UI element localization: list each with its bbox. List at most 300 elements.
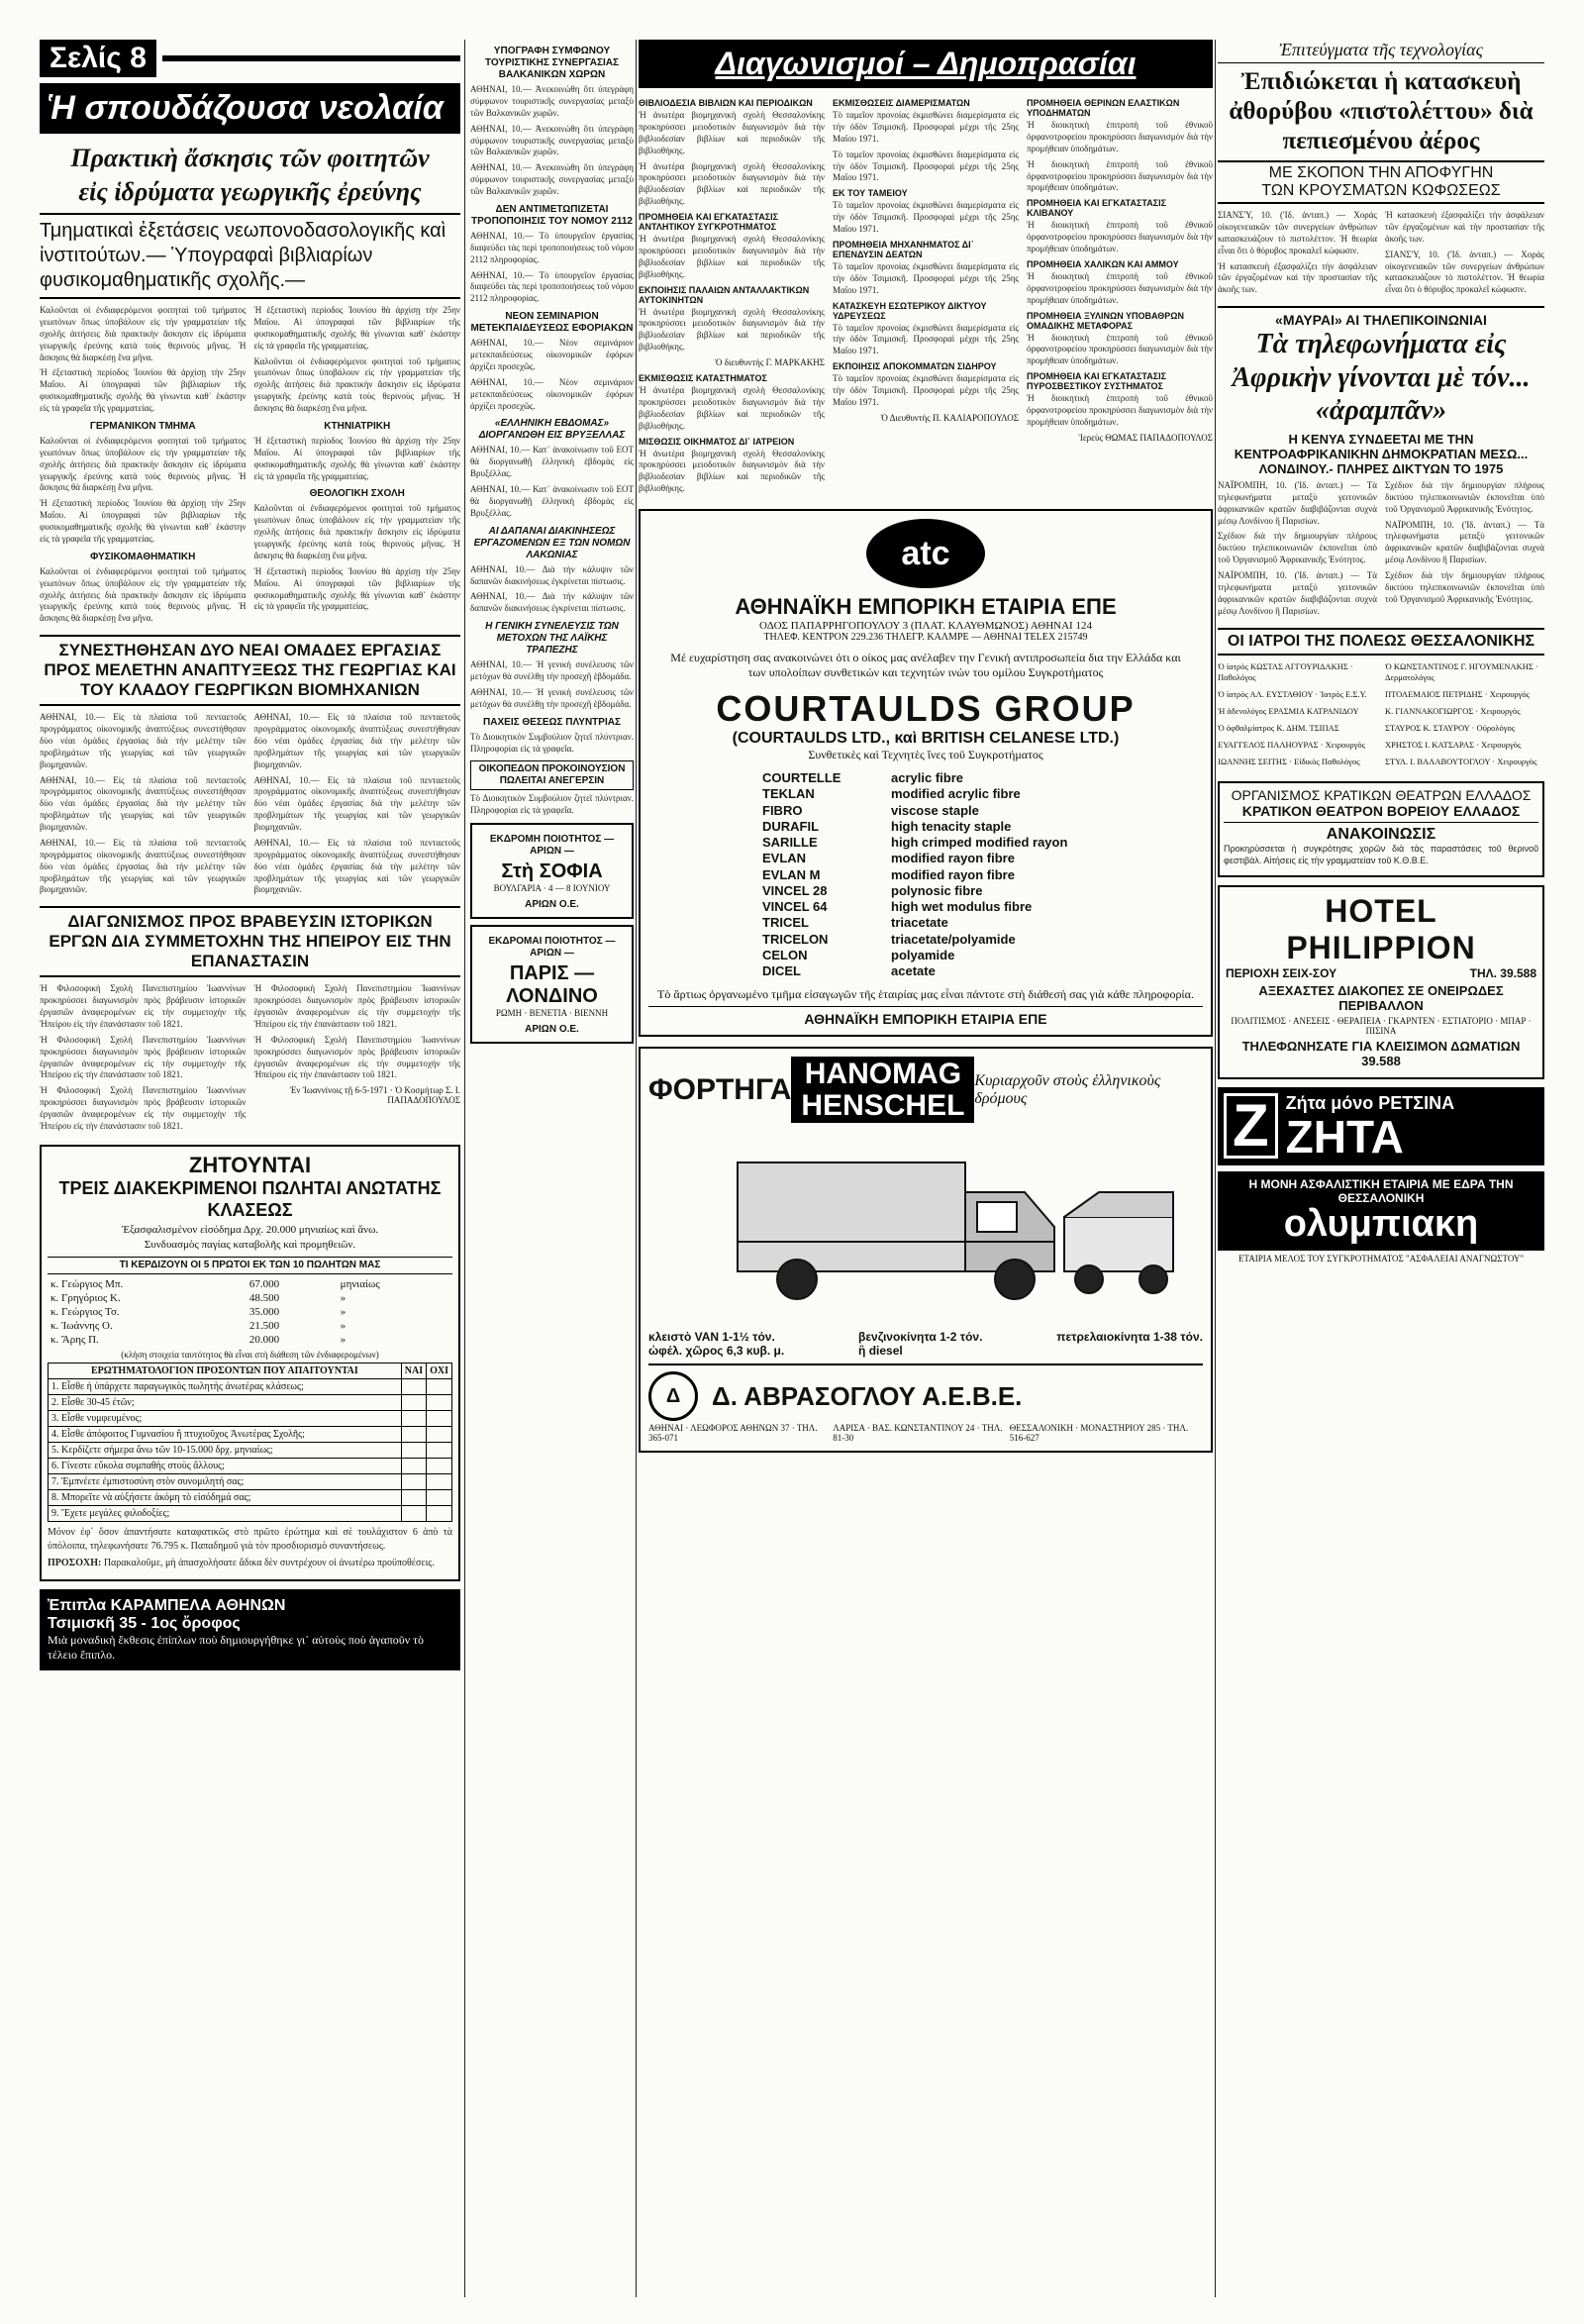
paragraph: Ἡ Φιλοσοφικὴ Σχολὴ Πανεπιστημίου Ἰωαννίνων προκηρύσσει διαγωνισμὸν πρὸς βράβευσιν ἱστορικῶν ἐργασιῶν ἀναφερομένων εἰς τὴν συμμετοχὴν τῆς Ἠπείρου εἰς τὴν ἐπανάστασιν τοῦ 1821. [40,1034,247,1080]
trip-head: ΕΚΔΡΟΜΗ ΠΟΙΟΤΗΤΟΣ — ΑΡΙΩΝ — [489,834,615,858]
table-row [49,1411,452,1427]
paragraph: Ἡ διοικητικὴ ἐπιτροπὴ τοῦ ἐθνικοῦ ὀρφανοτροφείου προκηρύσσει διαγωνισμὸν διὰ τὴν προμήθειαν ὑποδημάτων. [1027,270,1213,305]
yes-checkbox[interactable] [401,1443,426,1459]
trip-ads [470,823,634,1044]
paragraph: ΑΘΗΝΑΙ, 10.— Εἰς τὰ πλαίσια τοῦ πενταετοῦς προγράμματος οἰκονομικῆς ἀναπτύξεως συνεστήθησαν δύο νέαι ὁμάδες ἐργασίας διὰ τὴν μελέτην τῶν προβλημάτων τῆς γεωργίας καὶ τῶν γεωργικῶν βιομηχανιῶν. [253,774,460,832]
paragraph: ΑΘΗΝΑΙ, 10.— Ἀνεκοινώθη ὅτι ὑπεγράφη σύμφωνον τουριστικῆς συνεργασίας μεταξὺ τῶν Βαλκανικῶν χωρῶν. [470,84,634,118]
hotel-area: ΠΕΡΙΟΧΗ ΣΕΙΧ-ΣΟΥ [1226,965,1337,980]
doctor-entry: ΙΩΑΝΝΗΣ ΣΕΙΤΗΣ · Εἰδικὸς Παθολόγος [1218,756,1360,766]
column-4 [1218,40,1544,1263]
paragraph: Τὸ ταμεῖον προνοίας ἐκμισθώνει διαμερίσματα εἰς τὴν ὁδὸν Τσιμισκῆ. Προσφοραὶ μέχρι τῆς 25ης Μαΐου 1971. [833,322,1019,356]
furniture-ad-text: Μιὰ μοναδικὴ ἔκθεσις ἐπίπλων ποὺ δημιουργήθηκε γι᾽ αὐτοὺς ποὺ ἀγαποῦν τὸ τέλειο ἔπιπλο. [48,1632,424,1662]
section-title: Ἡ σπουδάζουσα νεολαία [40,83,460,134]
seller-name: κ. Ἄρης Π. [50,1334,99,1347]
fibre-type: high crimped modified rayon [891,835,1068,850]
fibre-brand: DURAFIL [762,818,820,834]
tender-head: ΜΙΣΘΩΣΙΣ ΟΙΚΗΜΑΤΟΣ ΔΙ᾽ ΙΑΤΡΕΙΟΝ [639,436,795,447]
headline-contest: ΔΙΑΓΩΝΙΣΜΟΣ ΠΡΟΣ ΒΡΑΒΕΥΣΙΝ ΙΣΤΟΡΙΚΩΝ ΕΡΓΩΝ ΔΙΑ ΣΥΜΜΕΤΟΧΗΝ ΤΗΣ ΗΠΕΙΡΟΥ ΕΙΣ ΤΗΝ ΕΠΑΝΑΣΤΑΣΙΝ [40,906,460,977]
column-2 [470,40,634,1050]
truck-brand [791,1057,974,1123]
doctors-list [1218,661,1544,773]
caption-van-volume: ὠφέλ. χῶρος 6,3 κυβ. μ. [648,1344,785,1359]
doctor-entry: Ὁ ΚΩΝΣΤΑΝΤΙΝΟΣ Γ. ΗΓΟΥΜΕΝΑΚΗΣ · Δερματολόγος [1385,660,1538,682]
paragraph: ΑΘΗΝΑΙ, 10.— Κατ᾽ ἀνακοίνωσιν τοῦ ΕΟΤ θὰ διοργανωθῇ ἑλληνικὴ ἑβδομὰς εἰς Βρυξέλλας. [470,445,634,479]
seller-amount: 21.500 [248,1320,280,1333]
tender-head: ΕΚΜΙΣΘΩΣΕΙΣ ΔΙΑΜΕΡΙΣΜΑΤΩΝ [833,98,970,108]
tender-head: ΠΡΟΜΗΘΕΙΑ ΘΕΡΙΝΩΝ ΕΛΑΣΤΙΚΩΝ ΥΠΟΔΗΜΑΤΩΝ [1027,98,1180,118]
paragraph: Ἡ ἐξεταστικὴ περίοδος Ἰουνίου θὰ ἀρχίσῃ τὴν 25ην Μαΐου. Αἱ ὑπογραφαὶ τῶν βιβλιαρίων τῆς φυσικομαθηματικῆς σχολῆς θὰ γίνωνται καθ᾽ ἑκάστην εἰς τὰ γραφεῖα τῆς γραμματείας. [253,565,460,612]
insurance-tagline: Η ΜΟΝΗ ΑΣΦΑΛΙΣΤΙΚΗ ΕΤΑΙΡΙΑ ΜΕ ΕΔΡΑ ΤΗΝ ΘΕΣΣΑΛΟΝΙΚΗ [1248,1176,1514,1205]
insurance-ad [1218,1171,1544,1251]
tender-head: ΕΚΜΙΣΘΩΣΙΣ ΚΑΤΑΣΤΗΜΑΤΟΣ [639,373,767,383]
theatre-notice [1218,781,1544,877]
seller-amount: 35.000 [248,1306,280,1319]
article-body [1218,480,1544,622]
questionnaire-head: ΕΡΩΤΗΜΑΤΟΛΟΓΙΟΝ ΠΡΟΣΟΝΤΩΝ ΠΟΥ ΑΠΑΙΤΟΥΝΤΑΙ [49,1364,402,1379]
atc-phones: ΤΗΛΕΦ. ΚΕΝΤΡΟΝ 229.236 ΤΗΛΕΓΡ. ΚΑΛΜΡΕ — ΑΘΗΝΑΙ ΤΕLΕΧ 215749 [763,632,1088,643]
no-checkbox[interactable] [427,1506,452,1522]
fibre-type: modified acrylic fibre [891,786,1021,802]
signature: Ὁ Διευθυντὴς Π. ΚΑΛΙΑΡΟΠΟΥΛΟΣ [880,412,1019,423]
caption-petrol: βενζινοκίνητα 1-2 τόν. [858,1330,983,1345]
no-checkbox[interactable] [427,1427,452,1443]
paragraph: Τὸ ταμεῖον προνοίας ἐκμισθώνει διαμερίσματα εἰς τὴν ὁδὸν Τσιμισκῆ. Προσφοραὶ μέχρι τῆς 25ης Μαΐου 1971. [833,373,1019,407]
fibre-type: high tenacity staple [891,818,1012,834]
paragraph: ΑΘΗΝΑΙ, 10.— Ἡ γενικὴ συνέλευσις τῶν μετόχων θὰ συνέλθῃ τὴν προσεχῆ ἑβδομάδα. [470,659,634,681]
paragraph: Καλοῦνται οἱ ἐνδιαφερόμενοι φοιτηταὶ τοῦ τμήματος γεωπόνων ὅπως ὑποβάλουν εἰς τὴν γραμματείαν τῆς σχολῆς ἀιτήσεις διὰ πρακτικὴν ἄσκησιν εἰς ἱδρύματα γεωργικῆς ἐρεύνης κατὰ τοὺς θερινοὺς μῆνας. Ἡ ἄσκησις θὰ διαρκέσῃ ἕνα μῆνα. [253,503,460,560]
telecom-headline: Τὰ τηλεφωνήματα εἰς Ἀφρικὴν γίνονται μὲ τόν... «ἀραμπᾶν» [1232,329,1531,427]
fibre-brand: CELON [762,947,808,962]
doctor-entry: ΕΥΑΓΓΕΛΟΣ ΠΑΛΗΟΥΡΑΣ · Χειρουργὸς [1218,739,1365,750]
fibres-caption: Συνθετικὲς καὶ Τεχνητὲς ἵνες τοῦ Συγκροτήματος [808,748,1043,761]
paragraph: ΑΘΗΝΑΙ, 10.— Διὰ τὴν κάλυψιν τῶν δαπανῶν διακινήσεως ἐγκρίνεται πίστωσις. [470,563,634,586]
page-label: Σελίς 8 [40,40,156,77]
doctor-entry: Ὁ ὀφθαλμίατρος Κ. ΔΗΜ. ΤΣΙΠΑΣ [1218,722,1339,733]
paragraph: ΑΘΗΝΑΙ, 10.— Εἰς τὰ πλαίσια τοῦ πενταετοῦς προγράμματος οἰκονομικῆς ἀναπτύξεως συνεστήθησαν δύο νέαι ὁμάδες ἐργασίας διὰ τὴν μελέτην τῶν προβλημάτων τῆς γεωργίας καὶ τῶν γεωργικῶν βιομηχανιῶν. [40,837,247,895]
seller-amount: 67.000 [248,1278,280,1291]
paragraph: ΝΑΪΡΟΜΠΗ, 10. ('Ιδ. ἀνταπ.) — Τὰ τηλεφωνήματα μεταξὺ γειτονικῶν ἀφρικανικῶν κρατῶν διαβιβάζονται συχνὰ μέσῳ Λονδίνου ἢ Παρισίων. [1385,519,1544,565]
truck-captions [648,1330,1203,1358]
hotel-slogan: ΑΞΕΧΑΣΤΕΣ ΔΙΑΚΟΠΕΣ ΣΕ ΟΝΕΙΡΩΔΕΣ ΠΕΡΙΒΑΛΛΟΝ [1258,982,1504,1013]
tender-head: ΕΚΠΟΙΗΣΙΣ ΠΑΛΑΙΩΝ ΑΝΤΑΛΛΑΚΤΙΚΩΝ ΑΥΤΟΚΙΝΗΤΩΝ [639,284,810,305]
paragraph: Καλοῦνται οἱ ἐνδιαφερόμενοι φοιτηταὶ τοῦ τμήματος γεωπόνων ὅπως ὑποβάλουν εἰς τὴν γραμματείαν τῆς σχολῆς ἀιτήσεις διὰ πρακτικὴν ἄσκησιν εἰς ἱδρύματα γεωργικῆς ἐρεύνης κατὰ τοὺς θερινοὺς μῆνας. Ἡ ἄσκησις θὰ διαρκέσῃ ἕνα μῆνα. [40,435,247,493]
table-row [49,1379,452,1395]
table-row [49,1443,452,1459]
article-body [40,305,460,629]
tender-head: ΠΡΟΜΗΘΕΙΑ ΞΥΛΙΝΩΝ ΥΠΟΒΑΘΡΩΝ ΟΜΑΔΙΚΗΣ ΜΕΤΑΦΟΡΑΣ [1027,310,1185,331]
fibre-brand: COURTELLE [762,770,842,785]
tender-head: ΠΡΟΜΗΘΕΙΑ ΜΗΧΑΝΗΜΑΤΟΣ ΔΙ᾽ ΕΠΕΝΔΥΣΙΝ ΔΕΑΤΩΝ [833,239,974,259]
article-head: «ΕΛΛΗΝΙΚΗ ΕΒΔΟΜΑΣ» ΔΙΟΡΓΑΝΩΘΗ ΕΙΣ ΒΡΥΞΕΛΛΑΣ [478,418,626,442]
yes-checkbox[interactable] [401,1395,426,1411]
telecom-kicker: «ΜΑΥΡΑΙ» ΑΙ ΤΗΛΕΠΙΚΟΙΝΩΝΙΑΙ [1218,306,1544,328]
paragraph: ΑΘΗΝΑΙ, 10.— Εἰς τὰ πλαίσια τοῦ πενταετοῦς προγράμματος οἰκονομικῆς ἀναπτύξεως συνεστήθησαν δύο νέαι ὁμάδες ἐργασίας διὰ τὴν μελέτην τῶν προβλημάτων τῆς γεωργίας καὶ τῶν γεωργικῶν βιομηχανιῶν. [40,774,247,832]
article-head: ΔΕΝ ΑΝΤΙΜΕΤΩΠΙΖΕΤΑΙ ΤΡΟΠΟΠΟΙΗΣΙΣ ΤΟΥ ΝΟΜΟΥ 2112 [471,203,633,227]
table-row [48,1305,452,1319]
fibre-brand: FIBRO [762,802,803,818]
dealer-city: ΛΑΡΙΣΑ · ΒΑΣ. ΚΩΝΣΤΑΝΤΙΝΟΥ 24 · ΤΗΛ. 81-30 [833,1423,1003,1444]
seller-name: κ. Γρηγόριος Κ. [50,1292,121,1305]
atc-ad [639,509,1213,1037]
article-head: ΝΕΟΝ ΣΕΜΙΝΑΡΙΟΝ ΜΕΤΕΚΠΑΙΔΕΥΣΕΩΣ ΕΦΟΡΙΑΚΩΝ [470,311,634,335]
questionnaire-table [48,1363,452,1522]
paragraph: ΑΘΗΝΑΙ, 10.— Ἀνεκοινώθη ὅτι ὑπεγράφη σύμφωνον τουριστικῆς συνεργασίας μεταξὺ τῶν Βαλκανικῶν χωρῶν. [470,162,634,196]
atc-intro: Μέ ευχαρίστηση σας ανακοινώνει ότι ο οίκος μας ανέλαβεν την Γενική αντιπροσωπεία δια την Ελλάδα και των υπολοίπων συνθετικών και τεχνητών ινών του ομίλου Συγκροτήματος [670,651,1181,679]
tender-head: ΕΚΠΟΙΗΣΙΣ ΑΠΟΚΟΜΜΑΤΩΝ ΣΙΔΗΡΟΥ [833,361,997,372]
hotel-info [1226,966,1536,980]
seller-unit: » [340,1320,346,1333]
seller-name: κ. Ἰωάννης Ο. [50,1320,113,1333]
truck-ad-header [648,1057,1203,1123]
paragraph: Ἡ ἀνωτέρα βιομηχανικὴ σχολὴ Θεσσαλονίκης προκηρύσσει μειοδοτικὸν διαγωνισμὸν διὰ τὴν βιβλιοδεσίαν βιβλίων καὶ περιοδικῶν τῆς βιβλιοθήκης. [639,306,825,353]
paragraph: Ἡ ἀνωτέρα βιομηχανικὴ σχολὴ Θεσσαλονίκης προκηρύσσει μειοδοτικὸν διαγωνισμὸν διὰ τὴν βιβλιοδεσίαν βιβλίων καὶ περιοδικῶν τῆς βιβλιοθήκης. [639,234,825,279]
paragraph: Ἡ κατασκευὴ ἐξασφαλίζει τὴν ἀσφάλειαν τῶν ἐργαζομένων καὶ τὴν προστασίαν τῆς ἀκοῆς των. [1385,210,1544,244]
paragraph: Καλοῦνται οἱ ἐνδιαφερόμενοι φοιτηταὶ τοῦ τμήματος γεωπόνων ὅπως ὑποβάλουν εἰς τὴν γραμματείαν τῆς σχολῆς ἀιτήσεις διὰ πρακτικὴν ἄσκησιν εἰς ἱδρύματα γεωργικῆς ἐρεύνης κατὰ τοὺς θερινοὺς μῆνας. Ἡ ἄσκησις θὰ διαρκέσῃ ἕνα μῆνα. [40,565,247,624]
theatre-text: Προκηρύσσεται ἡ συγκρότησις χορῶν διὰ τὰς παραστάσεις τοῦ θερινοῦ φεστιβὰλ. Αἰτήσεις εἰς τὴν γραμματείαν τοῦ Κ.Θ.Β.Ε. [1224,843,1538,865]
fibre-type: acrylic fibre [891,770,963,785]
doctor-entry: Ὁ ἰατρὸς ΑΛ. ΕΥΣΤΑΘΙΟΥ · Ἰατρὸς Ε.Σ.Υ. [1218,688,1367,699]
theatre-org: ΟΡΓΑΝΙΣΜΟΣ ΚΡΑΤΙΚΩΝ ΘΕΑΤΡΩΝ ΕΛΛΑΔΟΣ [1231,786,1532,803]
article-body [40,712,460,900]
no-checkbox[interactable] [427,1490,452,1506]
no-checkbox[interactable] [427,1459,452,1474]
hotel-phone: ΤΗΛ. 39.588 [1469,965,1536,980]
ad-footer: Μόνον ἐφ᾽ ὅσον ἀπαντήσατε καταφατικῶς στὸ πρῶτο ἐρώτημα καὶ σὲ τουλάχιστον 6 ἀπὸ τὰ ὑπόλοιπα, τηλεφωνήσατε 76.795 κ. Παπαδημοῦ γιὰ τὸν προσδιορισμὸ συναντήσεως. [48,1527,452,1552]
doctor-entry: ΧΡΗΣΤΟΣ Ι. ΚΑΤΣΑΡΑΣ · Χειρουργὸς [1385,739,1522,750]
dealer-city: ΘΕΣΣΑΛΟΝΙΚΗ · ΜΟΝΑΣΤΗΡΙΟΥ 285 · ΤΗΛ. 516-627 [1009,1423,1189,1444]
fibre-brand: SARILLE [762,835,818,850]
earnings-table [48,1277,452,1347]
paragraph: ΑΘΗΝΑΙ, 10.— Τὸ ὑπουργεῖον ἐργασίας διαψεύδει τὰς περὶ τροποποιήσεως τοῦ νόμου 2112 πληροφορίας. [470,269,634,304]
table-row [49,1490,452,1506]
ad-income: Ἐξασφαλισμένον εἰσόδημα Δρχ. 20.000 μηνιαίως καὶ ἄνω. [121,1224,379,1237]
no-checkbox[interactable] [427,1474,452,1490]
dealer-name: Δ. ΑΒΡΑΣΟΓΛΟΥ Α.Ε.Β.Ε. [712,1380,1023,1411]
seller-name: κ. Γεώργιος Μπ. [50,1278,124,1291]
headline-groups: ΣΥΝΕΣΤΗΘΗΣΑΝ ΔΥΟ ΝΕΑΙ ΟΜΑΔΕΣ ΕΡΓΑΣΙΑΣ ΠΡΟΣ ΜΕΛΕΤΗΝ ΑΝΑΠΤΥΞΕΩΣ ΤΗΣ ΓΕΩΡΓΙΑΣ ΚΑΙ ΤΟΥ ΚΛΑΔΟΥ ΓΕΩΡΓΙΚΩΝ ΒΙΟΜΗΧΑΝΙΩΝ [40,635,460,706]
no-header: ΟΧΙ [427,1364,452,1379]
paragraph: Καλοῦνται οἱ ἐνδιαφερόμενοι φοιτηταὶ τοῦ τμήματος γεωπόνων ὅπως ὑποβάλουν εἰς τὴν γραμματείαν τῆς σχολῆς ἀιτήσεις διὰ πρακτικὴν ἄσκησιν εἰς ἱδρύματα γεωργικῆς ἐρεύνης κατὰ τοὺς θερινοὺς μῆνας. Ἡ ἄσκησις θὰ διαρκέσῃ ἕνα μῆνα. [253,355,460,413]
caption-diesel: πετρελαιοκίνητα 1-38 τόν. [1056,1330,1203,1345]
doctor-entry: Ἡ ἀδενολόγος ΕΡΑΣΜΙΑ ΚΑΤΡΑΝΙΔΟΥ [1218,705,1359,716]
tech-subhead-2: ΤΩΝ ΚΡΟΥΣΜΑΤΩΝ ΚΩΦΩΣΕΩΣ [1218,182,1544,204]
question-text: 8. Μπορεῖτε νὰ αὐξήσετε ἀκόμη τὸ εἰσόδημά σας; [49,1490,402,1506]
tender-head: ΕΚ ΤΟΥ ΤΑΜΕΙΟΥ [833,188,908,199]
theatre-name: ΚΡΑΤΙΚΟΝ ΘΕΑΤΡΟΝ ΒΟΡΕΙΟΥ ΕΛΛΑΔΟΣ [1241,802,1521,819]
paragraph: Σχέδιον διὰ τὴν δημιουργίαν πλήρους δικτύου τηλεπικοινωνιῶν ἐκπονεῖται ὑπὸ τοῦ Ὀργανισμοῦ Ἀφρικανικῆς Ἑνότητος. [1385,479,1544,514]
paragraph: Ἡ διοικητικὴ ἐπιτροπὴ τοῦ ἐθνικοῦ ὀρφανοτροφείου προκηρύσσει διαγωνισμὸν διὰ τὴν προμήθειαν ὑποδημάτων. [1027,393,1213,427]
headline-2: εἰς ἱδρύματα γεωργικῆς ἐρεύνης [78,177,422,206]
insurance-footnote: ΕΤΑΙΡΙΑ ΜΕΛΟΣ ΤΟΥ ΣΥΓΚΡΟΤΗΜΑΤΟΣ "ΑΣΦΑΛΕΙΑΙ ΑΝΑΓΝΩΣΤΟΥ" [1238,1253,1525,1263]
paragraph: Τὸ ταμεῖον προνοίας ἐκμισθώνει διαμερίσματα εἰς τὴν ὁδὸν Τσιμισκῆ. Προσφοραὶ μέχρι τῆς 25ης Μαΐου 1971. [833,110,1019,144]
yes-checkbox[interactable] [401,1490,426,1506]
ad-income-2: Συνδυασμὸς παγίας καταβολῆς καὶ προμηθειῶν. [144,1239,356,1252]
table-row [49,1506,452,1522]
hotel-booking: ΤΗΛΕΦΩΝΗΣΑΤΕ ΓΙΑ ΚΛΕΙΣΙΜΟΝ ΔΩΜΑΤΙΩΝ 39.588 [1241,1038,1521,1068]
masthead [40,40,460,77]
yes-checkbox[interactable] [401,1459,426,1474]
subsection-head: ΓΕΡΜΑΝΙΚΟΝ ΤΜΗΜΑ [89,420,196,432]
telecom-subhead: Η ΚΕΝΥΑ ΣΥΝΔΕΕΤΑΙ ΜΕ ΤΗΝ ΚΕΝΤΡΟΑΦΡΙΚΑΝΙΚΗΝ ΔΗΜΟΚΡΑΤΙΑΝ ΜΕΣΩ... ΛΟΝΔΙΝΟΥ.- ΠΛΗΡΕΣ ΔΙΚΤΥΩΝ ΤΟ 1975 [1234,431,1529,476]
paragraph: ΑΘΗΝΑΙ, 10.— Διὰ τὴν κάλυψιν τῶν δαπανῶν διακινήσεως ἐγκρίνεται πίστωσις. [470,591,634,614]
no-checkbox[interactable] [427,1443,452,1459]
seller-unit: » [340,1334,346,1347]
trip-organizer: ΑΡΙΩΝ Ο.Ε. [525,1024,579,1036]
atc-company: ΑΘΗΝΑΪΚΗ ΕΜΠΟΡΙΚΗ ΕΤΑΙΡΙΑ ΕΠΕ [735,594,1117,619]
fibre-type: viscose staple [891,802,979,818]
trip-destination: Στὴ ΣΟΦΙΑ [501,860,603,883]
table-row [48,1319,452,1333]
question-text: 5. Κερδίζετε σήμερα ἄνω τῶν 10-15.000 δρχ. μηνιαίως; [49,1443,402,1459]
retsina-ad [1218,1087,1544,1165]
column-3 [639,40,1213,1453]
fibre-type: polynosic fibre [891,882,983,898]
retsina-line: Ζήτα μόνο ΡΕΤΣΙΝΑ [1285,1092,1455,1113]
paragraph: Ἡ ἐξεταστικὴ περίοδος Ἰουνίου θὰ ἀρχίσῃ τὴν 25ην Μαΐου. Αἱ ὑπογραφαὶ τῶν βιβλιαρίων τῆς φυσικομαθηματικῆς σχολῆς θὰ γίνωνται καθ᾽ ἑκάστην εἰς τὰ γραφεῖα τῆς γραμματείας. [253,305,460,351]
brand-henschel: HENSCHEL [801,1088,965,1122]
truck-ad [639,1047,1213,1453]
furniture-ad [40,1589,460,1670]
truck-word: ΦΟΡΤΗΓΑ [648,1072,792,1106]
fibre-type: high wet modulus fibre [891,899,1033,914]
theatre-announcement-title: ΑΝΑΚΟΙΝΩΣΙΣ [1224,822,1538,844]
trip-ad [470,925,634,1044]
paragraph: Καλοῦνται οἱ ἐνδιαφερόμενοι φοιτηταὶ τοῦ τμήματος γεωπόνων ὅπως ὑποβάλουν εἰς τὴν γραμματείαν τῆς σχολῆς ἀιτήσεις διὰ πρακτικὴν ἄσκησιν εἰς ἱδρύματα γεωργικῆς ἐρεύνης κατὰ τοὺς θερινοὺς μῆνας. Ἡ ἄσκησις θὰ διαρκέσῃ ἕνα μῆνα. [40,305,247,362]
tender-head: ΠΡΟΜΗΘΕΙΑ ΚΑΙ ΕΓΚΑΤΑΣΤΑΣΙΣ ΚΛΙΒΑΝΟΥ [1027,198,1167,219]
table-row [48,1291,452,1305]
seller-amount: 48.500 [248,1292,280,1305]
tenders-columns [639,94,1213,499]
question-text: 9. Ἔχετε μεγάλες φιλοδοξίες; [49,1506,402,1522]
yes-checkbox[interactable] [401,1379,426,1395]
question-text: 1. Εἶσθε ἡ ὑπάρχετε παραγωγικὸς πωλητὴς ἀνωτέρας κλάσεως; [49,1379,402,1395]
dealer-cities [648,1423,1203,1443]
table-row [49,1427,452,1443]
paragraph: Ἡ ἀνωτέρα βιομηχανικὴ σχολὴ Θεσσαλονίκης προκηρύσσει μειοδοτικὸν διαγωνισμὸν διὰ τὴν βιβλιοδεσίαν βιβλίων καὶ περιοδικῶν τῆς βιβλιοθήκης. [639,160,825,207]
trip-note: ΒΟΥΛΓΑΡΙΑ · 4 — 8 ΙΟΥΝΙΟΥ [493,883,611,894]
paragraph: ΑΘΗΝΑΙ, 10.— Εἰς τὰ πλαίσια τοῦ πενταετοῦς προγράμματος οἰκονομικῆς ἀναπτύξεως συνεστήθησαν δύο νέαι ὁμάδες ἐργασίας διὰ τὴν μελέτην τῶν προβλημάτων τῆς γεωργίας καὶ τῶν γεωργικῶν βιομηχανιῶν. [253,712,460,769]
trip-note: ΡΩΜΗ · ΒΕΝΕΤΙΑ · ΒΙΕΝΝΗ [495,1008,609,1019]
yes-checkbox[interactable] [401,1427,426,1443]
paragraph: Σχέδιον διὰ τὴν δημιουργίαν πλήρους δικτύου τηλεπικοινωνιῶν ἐκπονεῖται ὑπὸ τοῦ Ὀργανισμοῦ Ἀφρικανικῆς Ἑνότητος. [1218,531,1377,565]
article-head: ΥΠΟΓΡΑΦΗ ΣΥΜΦΩΝΟΥ ΤΟΥΡΙΣΤΙΚΗΣ ΣΥΝΕΡΓΑΣΙΑΣ ΒΑΛΚΑΝΙΚΩΝ ΧΩΡΩΝ [484,46,620,80]
yes-checkbox[interactable] [401,1474,426,1490]
fibre-brand: VINCEL 64 [762,899,828,914]
trip-organizer: ΑΡΙΩΝ Ο.Ε. [525,899,579,911]
question-text: 6. Γίνεστε εὔκολα συμπαθὴς στοὺς ἄλλους; [49,1459,402,1474]
furniture-ad-address: Τσιμισκῆ 35 - 1ος ὄροφος [48,1614,241,1632]
dealer-city: ΑΘΗΝΑΙ · ΛΕΩΦΟΡΟΣ ΑΘΗΝΩΝ 37 · ΤΗΛ. 365-071 [648,1423,818,1444]
seller-unit: μηνιαίως [340,1278,380,1291]
paragraph: ΑΘΗΝΑΙ, 10.— Νέον σεμινάριον μετεκπαιδεύσεως οἰκονομικῶν ἐφόρων ἀρχίζει προσεχῶς. [470,376,634,411]
article-head: ΑΙ ΔΑΠΑΝΑΙ ΔΙΑΚΙΝΗΣΕΩΣ ΕΡΓΑΖΟΜΕΝΩΝ ΕΞ ΤΩΝ ΝΟΜΩΝ ΛΑΚΩΝΙΑΣ [473,525,631,560]
hotel-features: ΠΟΛΙΤΙΣΜΟΣ · ΑΝΕΣΕΙΣ · ΘΕΡΑΠΕΙΑ · ΓΚΑΡΝΤΕΝ · ΕΣΤΙΑΤΟΡΙΟ · ΜΠΑΡ · ΠΙΣΙΝΑ [1231,1015,1532,1036]
atc-footer: Τὸ ἄρτιως ὀργανωμένο τμῆμα εἰσαγωγῶν τῆς ἑταιρίας μας εἶναι πάντοτε στὴ διάθεσή σας γιὰ κάθε πληροφορία. [657,987,1194,1002]
tech-kicker: Ἐπιτεύγματα τῆς τεχνολογίας [1218,40,1544,63]
paragraph: Ἡ ἀνωτέρα βιομηχανικὴ σχολὴ Θεσσαλονίκης προκηρύσσει μειοδοτικὸν διαγωνισμὸν διὰ τὴν βιβλιοδεσίαν βιβλίων καὶ περιοδικῶν τῆς βιβλιοθήκης. [639,110,825,155]
table-row [49,1395,452,1411]
paragraph: Ἡ κατασκευὴ ἐξασφαλίζει τὴν ἀσφάλειαν τῶν ἐργαζομένων καὶ τὴν προστασίαν τῆς ἀκοῆς των. [1218,260,1377,295]
section-banner: Διαγωνισμοί – Δημοπρασίαι [639,40,1213,88]
paragraph: Σχέδιον διὰ τὴν δημιουργίαν πλήρους δικτύου τηλεπικοινωνιῶν ἐκπονεῖται ὑπὸ τοῦ Ὀργανισμοῦ Ἀφρικανικῆς Ἑνότητος. [1385,570,1544,604]
paragraph: Τὸ ταμεῖον προνοίας ἐκμισθώνει διαμερίσματα εἰς τὴν ὁδὸν Τσιμισκῆ. Προσφοραὶ μέχρι τῆς 25ης Μαΐου 1971. [833,149,1019,183]
paragraph: Ἡ ἐξεταστικὴ περίοδος Ἰουνίου θὰ ἀρχίσῃ τὴν 25ην Μαΐου. Αἱ ὑπογραφαὶ τῶν βιβλιαρίων τῆς φυσικομαθηματικῆς σχολῆς θὰ γίνωνται καθ᾽ ἑκάστην εἰς τὰ γραφεῖα τῆς γραμματείας. [40,367,247,413]
tender-head: ΠΡΟΜΗΘΕΙΑ ΚΑΙ ΕΓΚΑΤΑΣΤΑΣΙΣ ΠΥΡΟΣΒΕΣΤΙΚΟΥ ΣΥΣΤΗΜΑΤΟΣ [1027,371,1167,392]
column-rule [636,40,637,2297]
fibre-brand: EVLAN [762,851,807,866]
paragraph: ΑΘΗΝΑΙ, 10.— Νέον σεμινάριον μετεκπαιδεύσεως οἰκονομικῶν ἐφόρων ἀρχίζει προσεχῶς. [470,338,634,371]
article-body [1218,210,1544,300]
subsection-head: ΘΕΟΛΟΓΙΚΗ ΣΧΟΛΗ [309,488,405,500]
tech-headline: Ἐπιδιώκεται ἡ κατασκευὴ ἀθορύβου «πιστολέττου» διὰ πεπιεσμένου ἀέρος [1229,68,1534,154]
atc-footer-name: ΑΘΗΝΑΪΚΗ ΕΜΠΟΡΙΚΗ ΕΤΑΙΡΙΑ ΕΠΕ [648,1006,1203,1027]
paragraph: ΑΘΗΝΑΙ, 10.— Εἰς τὰ πλαίσια τοῦ πενταετοῦς προγράμματος οἰκονομικῆς ἀναπτύξεως συνεστήθησαν δύο νέαι ὁμάδες ἐργασίας διὰ τὴν μελέτην τῶν προβλημάτων τῆς γεωργίας καὶ τῶν γεωργικῶν βιομηχανιῶν. [253,837,460,895]
courtaulds-subtitle: (COURTAULDS LTD., καὶ BRITISH CELANESE LTD.) [732,730,1120,747]
fibre-brand: TRICEL [762,915,809,931]
yes-checkbox[interactable] [401,1411,426,1427]
fibre-brand: TRICELON [762,931,829,947]
paragraph: Ἡ ἐξεταστικὴ περίοδος Ἰουνίου θὰ ἀρχίσῃ τὴν 25ην Μαΐου. Αἱ ὑπογραφαὶ τῶν βιβλιαρίων τῆς φυσικομαθηματικῆς σχολῆς θὰ γίνωνται καθ᾽ ἑκάστην εἰς τὰ γραφεῖα τῆς γραμματείας. [253,435,460,481]
table-row [48,1333,452,1347]
caution-label: ΠΡΟΣΟΧΗ: [48,1557,102,1568]
caution-text: Παρακαλοῦμε, μὴ ἀπασχολήσατε ἄδικα δὲν συντρέχουν οἱ ἀνωτέρω προϋποθέσεις. [103,1557,435,1568]
paragraph: ΝΑΪΡΟΜΠΗ, 10. ('Ιδ. ἀνταπ.) — Τὰ τηλεφωνήματα μεταξὺ γειτονικῶν ἀφρικανικῶν κρατῶν διαβιβάζονται συχνὰ μέσῳ Λονδίνου ἢ Παρισίων. [1218,479,1377,526]
insurance-brand: ολυμπιακη [1283,1202,1479,1245]
paragraph: ΣΙΑΝΣ'Υ, 10. ('Ιδ. ἀνταπ.) — Χοράς οἰκογενειακῶν τῶν συνεργείων ἀνθρώπων κατασκευάζουν τὸ πιστολέττον. Ἡ θεωρία εἶναι ὅτι ὁ θόρυβος προκαλεῖ κώφωσιν. [1385,249,1544,295]
fibre-type: modified rayon fibre [891,851,1015,866]
article-body [40,983,460,1137]
yes-checkbox[interactable] [401,1506,426,1522]
subhead: Τμηματικαὶ ἐξετάσεις νεωπονοδασολογικῆς καὶ ἰνστιτούτων.— Ὑπογραφαὶ βιβλιαρίων φυσικομαθηματικῆς σχολῆς.— [40,213,460,299]
fibre-type: triacetate/polyamide [891,931,1016,947]
fibre-type: triacetate [891,915,948,931]
paragraph: ΑΘΗΝΑΙ, 10.— Τὸ ὑπουργεῖον ἐργασίας διαψεύδει τὰς περὶ τροποποιήσεως τοῦ νόμου 2112 πληροφορίας. [470,230,634,264]
fibre-brand: DICEL [762,963,801,978]
caption-petrol-note: ἢ diesel [858,1344,903,1359]
doctor-entry: Κ. ΓΙΑΝΝΑΚΟΓΙΩΡΓΟΣ · Χειρουργὸς [1385,705,1521,716]
signature: Ἐν Ἰωαννίνοις τῇ 6-5-1971 · Ὁ Κοσμήτωρ Σ. Ι. ΠΑΠΑΔΟΠΟΥΛΟΣ [289,1085,460,1106]
atc-logo: atc [866,519,985,588]
trip-destination: ΠΑΡΙΣ — ΛΟΝΔΙΝΟ [506,962,598,1008]
seller-unit: » [340,1306,346,1319]
tech-subhead: ΜΕ ΣΚΟΠΟΝ ΤΗΝ ΑΠΟΦΥΓΗΝ [1218,160,1544,182]
brand-hanomag: HANOMAG [804,1058,962,1091]
signature: Ἱερεὺς ΘΩΜΑΣ ΠΑΠΑΔΟΠΟΥΛΟΣ [1078,432,1213,443]
doctor-entry: ΣΤΑΥΡΟΣ Κ. ΣΤΑΥΡΟΥ · Οὐρολόγος [1385,722,1516,733]
paragraph: Ἡ Φιλοσοφικὴ Σχολὴ Πανεπιστημίου Ἰωαννίνων προκηρύσσει διαγωνισμὸν πρὸς βράβευσιν ἱστορικῶν ἐργασιῶν ἀναφερομένων εἰς τὴν συμμετοχὴν τῆς Ἠπείρου εἰς τὴν ἐπανάστασιν τοῦ 1821. [253,983,460,1029]
no-checkbox[interactable] [427,1395,452,1411]
paragraph: Ἡ Φιλοσοφικὴ Σχολὴ Πανεπιστημίου Ἰωαννίνων προκηρύσσει διαγωνισμὸν πρὸς βράβευσιν ἱστορικῶν ἐργασιῶν ἀναφερομένων εἰς τὴν συμμετοχὴν τῆς Ἠπείρου εἰς τὴν ἐπανάστασιν τοῦ 1821. [253,1034,460,1080]
atc-address: ΟΔΟΣ ΠΑΠΑΡΡΗΓΟΠΟΥΛΟΥ 3 (ΠΛΑΤ. ΚΛΑΥΘΜΩΝΟΣ) ΑΘΗΝΑΙ 124 [759,620,1092,632]
paragraph: ΝΑΪΡΟΜΠΗ, 10. ('Ιδ. ἀνταπ.) — Τὰ τηλεφωνήματα μεταξὺ γειτονικῶν ἀφρικανικῶν κρατῶν διαβιβάζονται συχνὰ μέσῳ Λονδίνου ἢ Παρισίων. [1218,570,1377,616]
doctor-entry: ΠΤΟΛΕΜΑΙΟΣ ΠΕΤΡΙΔΗΣ · Χειρουργὸς [1385,688,1531,699]
retsina-brand: ΖΗΤΑ [1285,1110,1404,1162]
no-checkbox[interactable] [427,1411,452,1427]
paragraph: Τὸ ταμεῖον προνοίας ἐκμισθώνει διαμερίσματα εἰς τὴν ὁδὸν Τσιμισκῆ. Προσφοραὶ μέχρι τῆς 25ης Μαΐου 1971. [833,260,1019,295]
fibres-list [648,770,1203,979]
signature: Ὁ διευθυντὴς Γ. ΜΑΡΚΑΚΗΣ [715,357,825,367]
fibre-brand: VINCEL 28 [762,882,828,898]
trip-head: ΕΚΔΡΟΜΑΙ ΠΟΙΟΤΗΤΟΣ — ΑΡΙΩΝ — [488,936,616,960]
subsection-head: ΚΤΗΝΙΑΤΡΙΚΗ [324,420,391,432]
column-rule [1215,40,1216,2297]
paragraph: Τὸ ταμεῖον προνοίας ἐκμισθώνει διαμερίσματα εἰς τὴν ὁδὸν Τσιμισκῆ. Προσφοραὶ μέχρι τῆς 25ης Μαΐου 1971. [833,200,1019,234]
plot-ad-head: ΟΙΚΟΠΕΔΟΝ ΠΡΟΚΟΙΝΟΥΣΙΟΝ ΠΩΛΕΙΤΑΙ ΑΝΕΓΕΡΣΙΝ [470,760,634,790]
masthead-rule [162,55,460,61]
hotel-name: HOTEL PHILIPPION [1286,892,1476,965]
retsina-logo: Z [1224,1093,1278,1159]
fibre-brand: TEKLAN [762,786,815,802]
doctor-entry: Ὁ ἰατρὸς ΚΩΣΤΑΣ ΑΓΓΟΥΡΙΔΑΚΗΣ · Παθολόγος [1218,660,1353,682]
headline-1: Πρακτικὴ ἄσκησις τῶν φοιτητῶν [70,144,430,172]
tender-head: ΚΑΤΑΣΚΕΥΗ ΕΣΩΤΕΡΙΚΟΥ ΔΙΚΤΥΟΥ ΥΔΡΕΥΣΕΩΣ [833,300,987,321]
question-text: 2. Εἶσθε 30-45 ἐτῶν; [49,1395,402,1411]
dealer [648,1364,1203,1421]
paragraph: Ἡ διοικητικὴ ἐπιτροπὴ τοῦ ἐθνικοῦ ὀρφανοτροφείου προκηρύσσει διαγωνισμὸν διὰ τὴν προμήθειαν ὑποδημάτων. [1027,220,1213,253]
paragraph: Ἡ Φιλοσοφικὴ Σχολὴ Πανεπιστημίου Ἰωαννίνων προκηρύσσει διαγωνισμὸν πρὸς βράβευσιν ἱστορικῶν ἐργασιῶν ἀναφερομένων εἰς τὴν συμμετοχὴν τῆς Ἠπείρου εἰς τὴν ἐπανάστασιν τοῦ 1821. [40,983,247,1029]
trip-ad [470,823,634,919]
paragraph: Ἡ διοικητικὴ ἐπιτροπὴ τοῦ ἐθνικοῦ ὀρφανοτροφείου προκηρύσσει διαγωνισμὸν διὰ τὴν προμήθειαν ὑποδημάτων. [1027,158,1213,193]
ad-caution [48,1557,452,1569]
paragraph: ΑΘΗΝΑΙ, 10.— Κατ᾽ ἀνακοίνωσιν τοῦ ΕΟΤ θὰ διοργανωθῇ ἑλληνικὴ ἑβδομὰς εἰς Βρυξέλλας. [470,484,634,518]
fibre-type: acetate [891,963,936,978]
subsection-head: ΦΥΣΙΚΟΜΑΘΗΜΑΤΙΚΗ [90,551,196,562]
hotel-ad [1218,885,1544,1079]
column-1 [40,40,460,1670]
paragraph: Ἡ ἐξεταστικὴ περίοδος Ἰουνίου θὰ ἀρχίσῃ τὴν 25ην Μαΐου. Αἱ ὑπογραφαὶ τῶν βιβλιαρίων τῆς φυσικομαθηματικῆς σχολῆς θὰ γίνωνται καθ᾽ ἑκάστην εἰς τὰ γραφεῖα τῆς γραμματείας. [40,498,247,544]
earnings-head: ΤΙ ΚΕΡΔΙΖΟΥΝ ΟΙ 5 ΠΡΩΤΟΙ ΕΚ ΤΩΝ 10 ΠΩΛΗΤΩΝ ΜΑΣ [48,1257,452,1274]
table-row [49,1474,452,1490]
paragraph: ΣΙΑΝΣ'Υ, 10. ('Ιδ. ἀνταπ.) — Χοράς οἰκογενειακῶν τῶν συνεργείων ἀνθρώπων κατασκευάζουν τὸ πιστολέττον. Ἡ θεωρία εἶναι ὅτι ὁ θόρυβος προκαλεῖ κώφωσιν. [1218,210,1377,255]
paragraph: ΑΘΗΝΑΙ, 10.— Ἀνεκοινώθη ὅτι ὑπεγράφη σύμφωνον τουριστικῆς συνεργασίας μεταξὺ τῶν Βαλκανικῶν χωρῶν. [470,123,634,157]
paragraph: Ἡ διοικητικὴ ἐπιτροπὴ τοῦ ἐθνικοῦ ὀρφανοτροφείου προκηρύσσει διαγωνισμὸν διὰ τὴν προμήθειαν ὑποδημάτων. [1027,332,1213,366]
question-text: 7. Ἐμπνέετε ἐμπιστοσύνη στὸν συνομιλητή σας; [49,1474,402,1490]
tender-head: ΠΡΟΜΗΘΕΙΑ ΧΑΛΙΚΩΝ ΚΑΙ ΑΜΜΟΥ [1027,258,1179,269]
paragraph: Τὸ Διοικητικὸν Συμβούλιον ζητεῖ πλύντριαν. Πληροφορίαι εἰς τὰ γραφεῖα. [470,731,634,754]
ad-subtitle: ΤΡΕΙΣ ΔΙΑΚΕΚΡΙΜΕΝΟΙ ΠΩΛΗΤΑΙ ΑΝΩΤΑΤΗΣ ΚΛΑΣΕΩΣ [58,1178,442,1220]
paragraph: Ἡ ἀνωτέρα βιομηχανικὴ σχολὴ Θεσσαλονίκης προκηρύσσει μειοδοτικὸν διαγωνισμὸν διὰ τὴν βιβλιοδεσίαν βιβλίων καὶ περιοδικῶν τῆς βιβλιοθήκης. [639,448,825,494]
paragraph: Ἡ ἀνωτέρα βιομηχανικὴ σχολὴ Θεσσαλονίκης προκηρύσσει μειοδοτικὸν διαγωνισμὸν διὰ τὴν βιβλιοδεσίαν βιβλίων καὶ περιοδικῶν τῆς βιβλιοθήκης. [639,385,825,431]
question-text: 3. Εἶσθε νυμφευμένος; [49,1411,402,1427]
fibre-type: modified rayon fibre [891,866,1015,882]
seller-name: κ. Γεώργιος Τσ. [50,1306,120,1319]
column-rule [464,40,465,2297]
caption-van: κλειστὸ VAN 1-1½ τόν. [648,1330,775,1345]
paragraph: Τὸ Διοικητικὸν Συμβούλιον ζητεῖ πλύντριαν. Πληροφορίαι εἰς τὰ γραφεῖα. [470,793,634,816]
fibre-type: polyamide [891,947,955,962]
seller-unit: » [340,1292,346,1305]
paragraph: Ἡ Φιλοσοφικὴ Σχολὴ Πανεπιστημίου Ἰωαννίνων προκηρύσσει διαγωνισμὸν πρὸς βράβευσιν ἱστορικῶν ἐργασιῶν ἀναφερομένων εἰς τὴν συμμετοχὴν τῆς Ἠπείρου εἰς τὴν ἐπανάστασιν τοῦ 1821. [40,1085,247,1131]
truck-tagline: Κυριαρχοῦν στοὺς ἑλληνικοὺς δρόμους [974,1071,1161,1107]
question-text: 4. Εἶσθε ἀπόφοιτος Γυμνασίου ἢ πτυχιοῦχος Ἀνωτέρας Σχολῆς; [49,1427,402,1443]
article-head: Η ΓΕΝΙΚΗ ΣΥΝΕΛΕΥΣΙΣ ΤΩΝ ΜΕΤΟΧΩΝ ΤΗΣ ΛΑΪΚΗΣ ΤΡΑΠΕΖΗΣ [485,621,619,657]
seller-amount: 20.000 [248,1334,280,1347]
tender-head: ΠΡΟΜΗΘΕΙΑ ΚΑΙ ΕΓΚΑΤΑΣΤΑΣΙΣ ΑΝΤΛΗΤΙΚΟΥ ΣΥΓΚΡΟΤΗΜΑΤΟΣ [639,212,779,232]
dealer-logo: Δ [648,1371,698,1421]
yes-header: ΝΑΙ [401,1364,426,1379]
table-row [49,1459,452,1474]
ad-note: (κλήση στοιχεία ταυτότητος θὰ εἶναι στὴ διάθεση τῶν ἐνδιαφερομένων) [121,1350,379,1361]
doctors-head: ΟΙ ΙΑΤΡΟΙ ΤΗΣ ΠΟΛΕΩΣ ΘΕΣΣΑΛΟΝΙΚΗΣ [1218,628,1544,656]
tender-head: ΘΙΒΛΙΟΔΕΣΙΑ ΒΙΒΛΙΩΝ ΚΑΙ ΠΕΡΙΟΔΙΚΩΝ [639,98,813,108]
fibre-brand: EVLAN M [762,866,821,882]
no-checkbox[interactable] [427,1379,452,1395]
paragraph: Ἡ διοικητικὴ ἐπιτροπὴ τοῦ ἐθνικοῦ ὀρφανοτροφείου προκηρύσσει διαγωνισμὸν διὰ τὴν προμήθειαν ὑποδημάτων. [1027,120,1213,153]
sales-ad [40,1145,460,1581]
ad-title: ΖΗΤΟΥΝΤΑΙ [188,1152,312,1177]
table-row [48,1277,452,1291]
furniture-ad-name: Ἐπιπλα ΚΑΡΑΜΠΕΛΑ ΑΘΗΝΩΝ [48,1596,286,1614]
